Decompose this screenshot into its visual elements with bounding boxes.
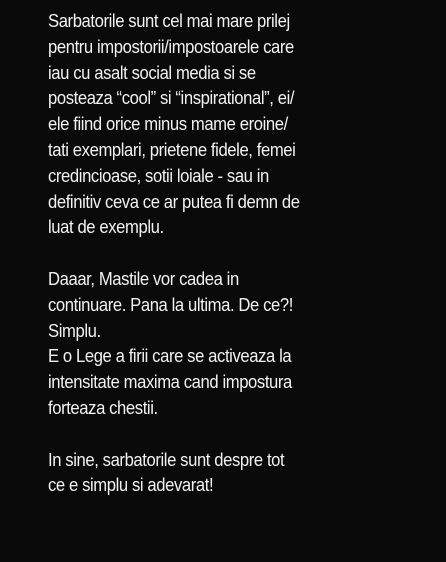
text-line: forteaza chestii. [48,396,158,418]
story-text [48,8,399,524]
text-line: Sarbatorile sunt cel mai mare prilej [48,10,290,31]
text-line: ce e simplu si adevarat! [48,474,214,496]
paragraph-1 [48,8,399,240]
text-line: luat de exemplu. [48,216,164,238]
text-line: iau cu asalt social media si se [48,61,256,83]
paragraph-2 [48,266,399,421]
text-line: ele fiind orice minus mame eroine/ [48,113,288,135]
text-line: In sine, sarbatorile sunt despre tot [48,448,285,470]
text-line: continuare. Pana la ultima. De ce?! [48,293,293,315]
text-line: definitiv ceva ce ar putea fi demn de [48,190,300,212]
text-line: Simplu. [48,319,101,341]
text-line: Daaar, Mastile vor cadea in [48,267,239,289]
text-line: tati exemplari, prietene fidele, femei [48,138,296,160]
text-line: posteaza “cool” si “inspirational”, ei/ [48,87,295,109]
text-line: credincioase, sotii loiale - sau in [48,164,269,186]
text-line: pentru impostorii/impostoarele care [48,35,294,57]
text-line: intensitate maxima cand impostura [48,371,292,393]
text-line: E o Lege a firii care se activeaza la [48,345,292,367]
paragraph-3 [48,447,399,499]
